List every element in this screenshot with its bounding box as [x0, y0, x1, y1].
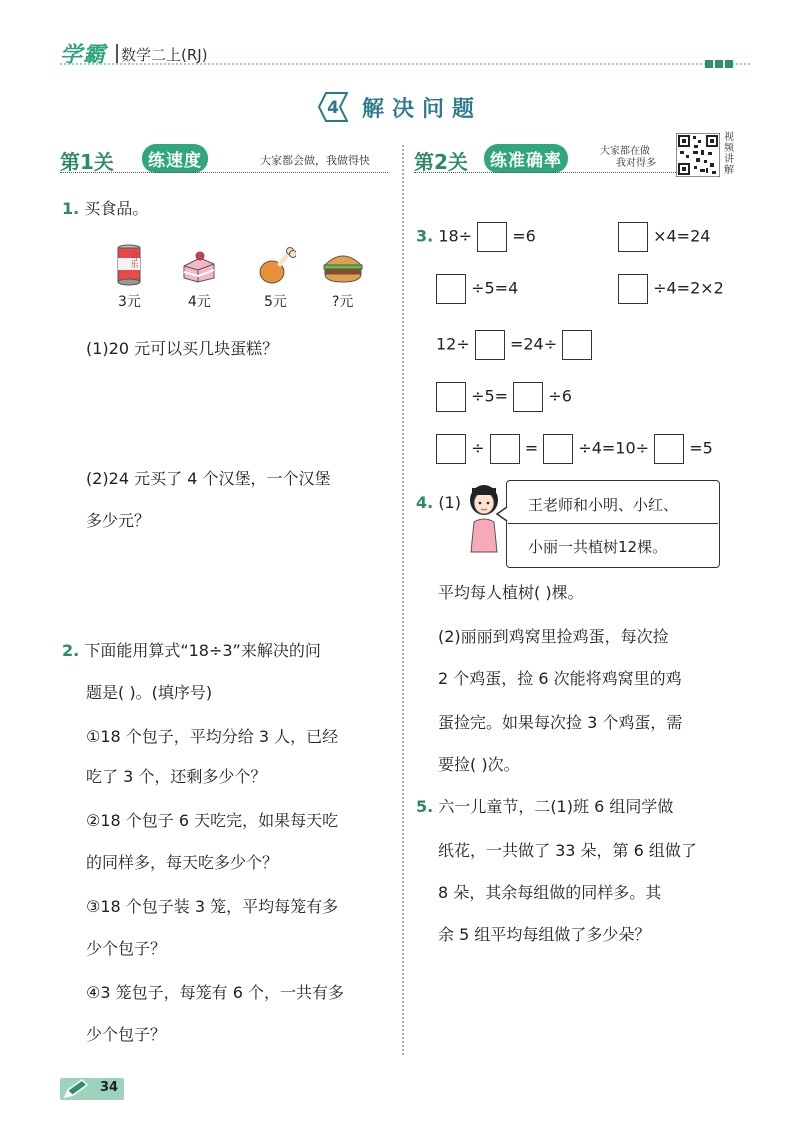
q3-row1-a — [416, 222, 536, 252]
answer-box[interactable] — [436, 382, 466, 412]
q3-row5 — [436, 434, 713, 464]
q4-sub2-line2: 2 个鸡蛋，捡 6 次能将鸡窝里的鸡 — [438, 669, 682, 688]
q3-row2-b — [618, 274, 724, 304]
q3-r5-t4: =5 — [689, 438, 713, 458]
question-2-line2: 题是( )。(填序号) — [86, 683, 213, 702]
question-5-text1: 六一儿童节，二(1)班 6 组同学做 — [438, 797, 674, 816]
answer-box[interactable] — [513, 382, 543, 412]
answer-box[interactable] — [562, 330, 592, 360]
hamburger-icon — [322, 250, 364, 284]
answer-box[interactable] — [477, 222, 507, 252]
price-chicken: 5元 — [264, 294, 287, 310]
qr-label: 视频讲解 — [724, 132, 734, 176]
option-2-line2: 的同样多，每天吃多少个？ — [86, 853, 279, 872]
q3-row4 — [436, 382, 572, 412]
q3-r5-t1: ÷ — [471, 438, 485, 458]
option-1-line2: 吃了 3 个，还剩多少个？ — [86, 767, 267, 786]
option-3-line2: 少个包子？ — [86, 939, 167, 958]
q3-r5-t3: ÷4=10÷ — [578, 438, 650, 458]
bubble-line1: 王老师和小明、小红、 — [528, 496, 679, 514]
q3-r2b-post: ÷4=2×2 — [653, 278, 724, 298]
question-2-text1: 下面能用算式“18÷3”来解决的问 — [84, 641, 321, 660]
option-4-line2: 少个包子？ — [86, 1025, 167, 1044]
can-label: 可乐 — [130, 252, 139, 268]
cake-icon — [180, 248, 218, 284]
question-2-number: 2. — [62, 641, 80, 660]
qr-code-icon[interactable] — [676, 133, 720, 177]
q3-row2-a — [436, 274, 518, 304]
q4-sub1-answer: 平均每人植树( )棵。 — [438, 583, 584, 602]
answer-box[interactable] — [618, 274, 648, 304]
option-2-line1: ②18 个包子 6 天吃完，如果每天吃 — [86, 811, 339, 830]
speech-bubble-tail — [496, 506, 508, 522]
answer-box[interactable] — [543, 434, 573, 464]
q3-row1-b — [618, 222, 710, 252]
answer-box[interactable] — [490, 434, 520, 464]
price-drink: 3元 — [118, 294, 141, 310]
q3-r1b-post: ×4=24 — [653, 226, 711, 246]
price-hamburger: ?元 — [332, 294, 354, 310]
question-1-text: 买食品。 — [84, 199, 149, 218]
question-1-sub1: (1)20 元可以买几块蛋糕？ — [86, 339, 279, 358]
q3-r5-t2: = — [524, 438, 539, 458]
corner-marks — [705, 53, 735, 72]
question-1-sub2-line2: 多少元？ — [86, 511, 151, 530]
question-5-number: 5. — [416, 797, 434, 816]
q4-sub2-line3: 蛋捡完。如果每次捡 3 个鸡蛋，需 — [438, 713, 683, 732]
section2-pill: 练准确率 — [484, 144, 568, 173]
question-4-number: 4. — [416, 493, 434, 512]
question-4-sub1-label: (1) — [438, 493, 461, 512]
question-5-line2: 纸花，一共做了 33 朵，第 6 组做了 — [438, 841, 697, 860]
page-number: 34 — [100, 1080, 119, 1095]
q3-r4-post: ÷6 — [548, 386, 572, 406]
q3-r1a-post: =6 — [512, 226, 536, 246]
section2-note — [600, 146, 656, 170]
q3-r3-mid: =24÷ — [509, 334, 558, 354]
section1-label: 第1关 — [60, 150, 114, 174]
section1-note: 大家都会做，我做得快 — [260, 154, 370, 167]
q4-sub2-line4: 要捡( )次。 — [438, 755, 520, 774]
q3-r4-mid: ÷5= — [471, 386, 509, 406]
question-1-title — [62, 196, 148, 222]
question-3-number: 3. — [416, 226, 434, 246]
pencil-icon — [62, 1078, 90, 1100]
section1-rule — [60, 172, 388, 173]
answer-box[interactable] — [436, 434, 466, 464]
option-1-line1: ①18 个包子，平均分给 3 人，已经 — [86, 727, 339, 746]
brand-logo: 学霸 — [60, 43, 107, 68]
question-5-line3: 8 朵，其余每组做的同样多。其 — [438, 883, 662, 902]
unit-number-badge — [318, 92, 348, 122]
book-subject: 数学二上(RJ) — [121, 46, 208, 64]
q3-r2a-post: ÷5=4 — [471, 278, 519, 298]
question-1-number: 1. — [62, 199, 80, 218]
bubble-divider — [508, 523, 718, 524]
question-4-head — [416, 490, 461, 516]
question-5-line4: 余 5 组平均每组做了多少朵？ — [438, 925, 651, 944]
chicken-leg-icon — [258, 246, 296, 286]
bubble-line2: 小丽一共植树12棵。 — [528, 538, 668, 556]
question-1-sub2-line1: (2)24 元买了 4 个汉堡，一个汉堡 — [86, 469, 331, 488]
section2-note-line2: 我对得多 — [616, 158, 656, 169]
answer-box[interactable] — [618, 222, 648, 252]
answer-box[interactable] — [475, 330, 505, 360]
q4-sub2-line1: (2)丽丽到鸡窝里捡鸡蛋，每次捡 — [438, 627, 669, 646]
answer-box[interactable] — [654, 434, 684, 464]
section1-pill: 练速度 — [142, 144, 208, 173]
option-3-line1: ③18 个包子装 3 笼，平均每笼有多 — [86, 897, 339, 916]
column-divider — [402, 145, 404, 1055]
question-2-line1 — [62, 638, 321, 664]
section2-rule — [414, 172, 676, 173]
q3-r1a-pre: 18÷ — [438, 226, 473, 246]
answer-box[interactable] — [436, 274, 466, 304]
section2-label: 第2关 — [414, 150, 468, 174]
unit-number: 4 — [327, 98, 339, 118]
unit-title: 解决问题 — [362, 97, 483, 122]
header-separator — [116, 44, 118, 64]
q3-r3-pre: 12÷ — [436, 334, 470, 354]
header-rule — [60, 63, 750, 65]
price-cake: 4元 — [188, 294, 211, 310]
q3-row3 — [436, 330, 592, 360]
section2-note-line1: 大家都在做 — [600, 146, 650, 157]
option-4-line1: ④3 笼包子，每笼有 6 个，一共有多 — [86, 983, 344, 1002]
question-5-line1 — [416, 794, 673, 820]
